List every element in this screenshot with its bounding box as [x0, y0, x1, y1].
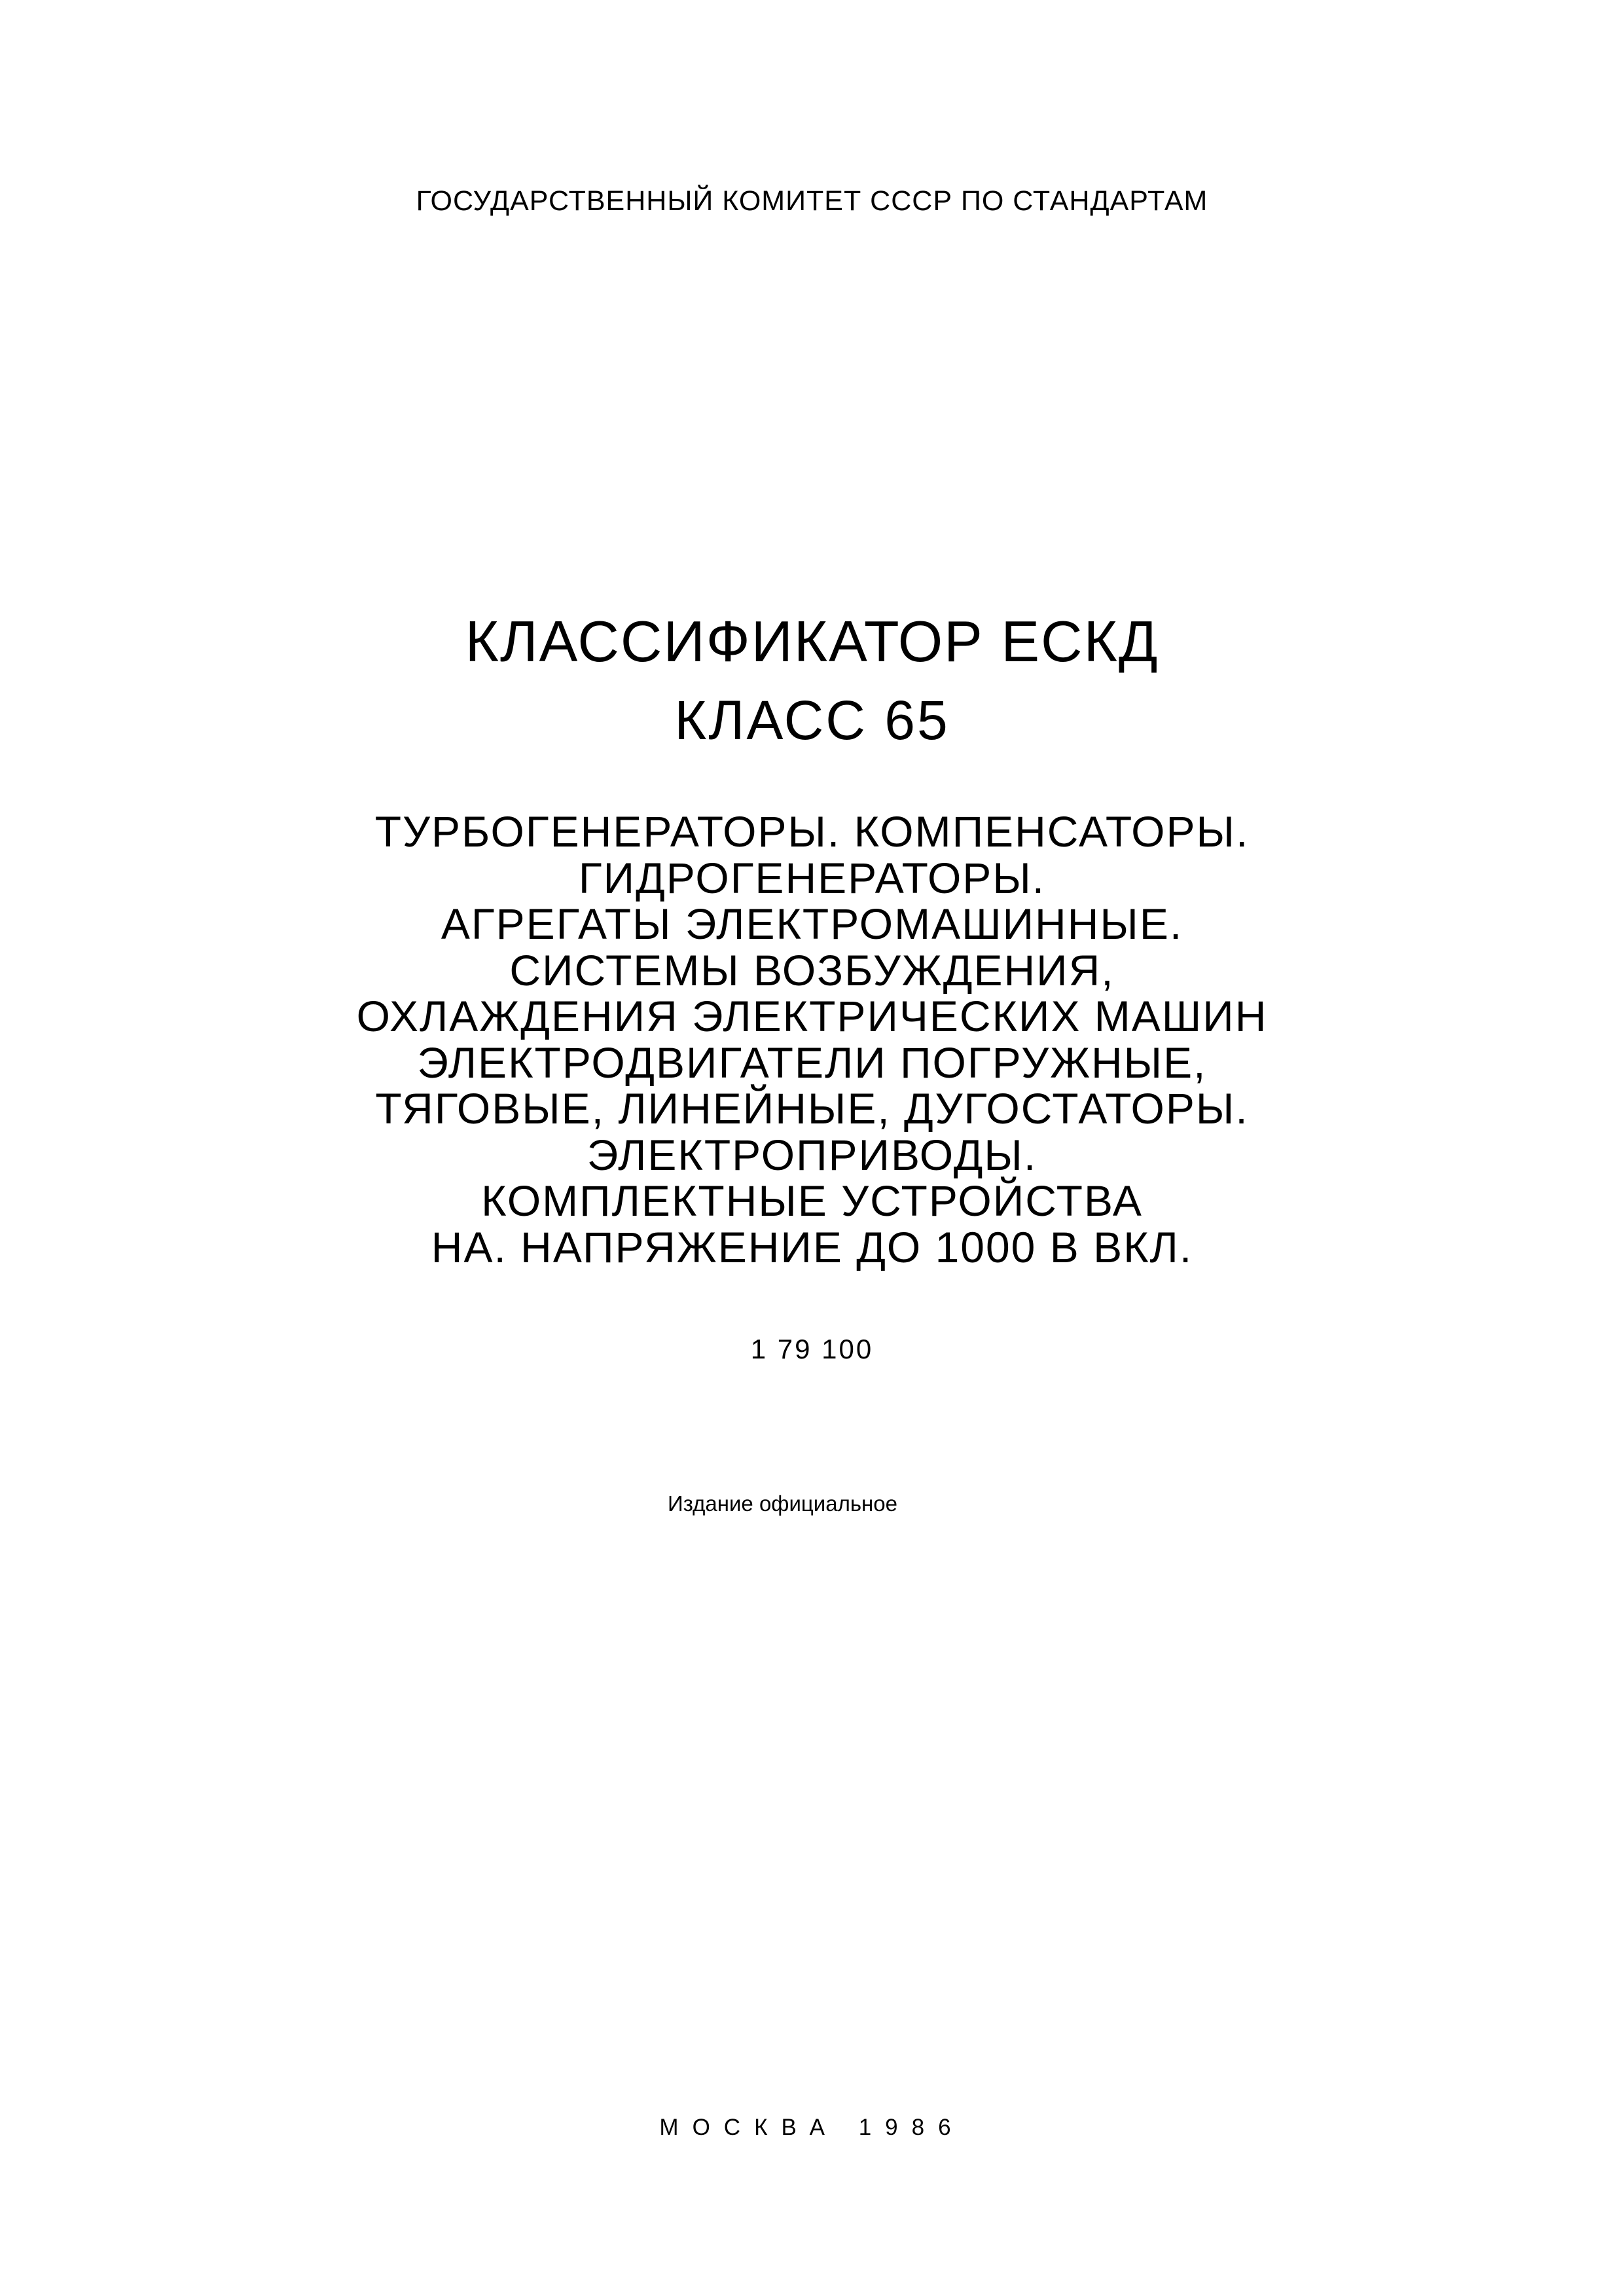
subject-line: СИСТЕМЫ ВОЗБУЖДЕНИЯ, — [509, 945, 1115, 994]
publication-place-year: МОСКВА 1986 — [659, 2115, 965, 2140]
subject-list — [0, 809, 1624, 1270]
subject-line: НА. НАПРЯЖЕНИЕ ДО 1000 В ВКЛ. — [431, 1222, 1193, 1271]
subject-line: ТУРБОГЕНЕРАТОРЫ. КОМПЕНСАТОРЫ. — [374, 807, 1250, 856]
subject-line: АГРЕГАТЫ ЭЛЕКТРОМАШИННЫЕ. — [441, 900, 1183, 948]
subject-line: ОХЛАЖДЕНИЯ ЭЛЕКТРИЧЕСКИХ МАШИН — [356, 992, 1268, 1040]
class-label: КЛАСС 65 — [674, 689, 950, 751]
subject-line: ТЯГОВЫЕ, ЛИНЕЙНЫЕ, ДУГОСТАТОРЫ. — [375, 1084, 1249, 1133]
edition-note: Издание официальное — [668, 1491, 897, 1516]
subject-line: ГИДРОГЕНЕРАТОРЫ. — [578, 853, 1046, 902]
subject-line: КОМПЛЕКТНЫЕ УСТРОЙСТВА — [481, 1176, 1143, 1225]
document-title: КЛАССИФИКАТОР ЕСКД — [465, 609, 1159, 674]
committee-header: ГОСУДАРСТВЕННЫЙ КОМИТЕТ СССР ПО СТАНДАРТАМ — [416, 185, 1208, 217]
subject-line: ЭЛЕКТРОДВИГАТЕЛИ ПОГРУЖНЫЕ, — [417, 1038, 1207, 1087]
subject-line: ЭЛЕКТРОПРИВОДЫ. — [586, 1130, 1038, 1179]
classifier-code: 1 79 100 — [750, 1334, 874, 1364]
